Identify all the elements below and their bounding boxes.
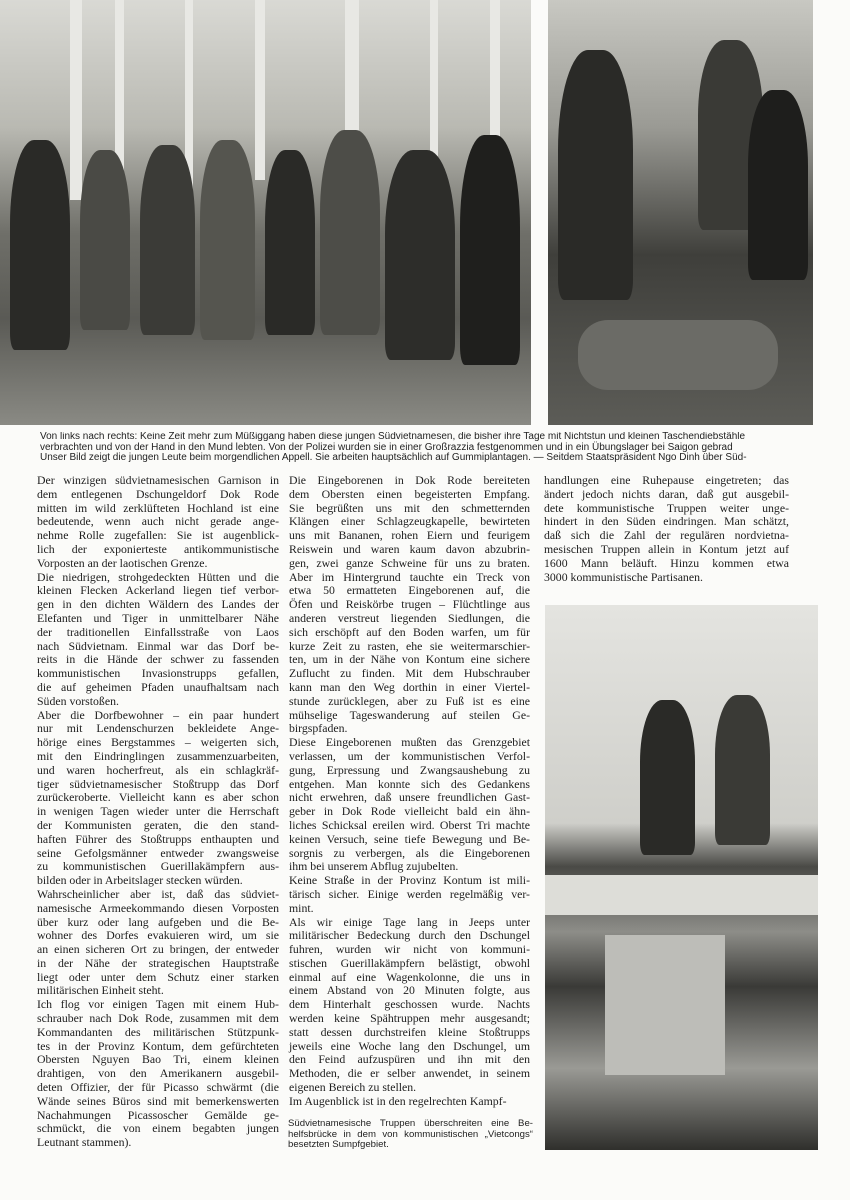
text-line: schmückt, die von einem begabten jungen [37,1121,279,1136]
text-line: Wände seines Büros sind mit bemerkenswerten [37,1093,279,1108]
text-line: kommunistischen Invasionstrupps gefallen, [37,666,279,681]
article-paragraph [37,709,279,888]
photo-caption-bridge [288,1119,533,1151]
text-line: Nachahmungen Picassoscher Gemälde ge- [37,1107,279,1122]
text-line: mit den Eindringlingen zusammenzuarbeiten, [37,748,279,763]
article-paragraph [289,736,530,874]
text-line: schrauber nach Dok Rode, zusammen mit dem [37,1011,279,1026]
text-line: tärisch sicher. Einige werden regelmäßig ver- [289,886,530,901]
text-line: ändert jedoch nichts daran, daß gut ausgebil- [544,486,789,501]
text-line: lich der exponierteste antikommunistische [37,541,279,556]
article-paragraph [37,888,279,998]
text-line: Vorposten an der laotischen Grenze. [37,555,208,570]
text-line: der Kommunisten geraten, die den stand- [37,817,279,832]
text-line: verlassen, um der kommunistischen Verfol- [289,748,530,763]
text-line: deten Offizier, der für Picasso schwärmt (die [37,1080,279,1095]
text-line: nehme Rolle zugefallen: Sie ist augenblick- [37,528,279,543]
text-line: mühselige Tageswanderung auf steilen Ge- [289,707,530,722]
article-paragraph [37,474,279,571]
text-line: zurückeroberte. Vielleicht kann es aber schon [37,790,279,805]
text-line: über kurz oder lang aufgeben und die Be- [37,914,279,929]
text-line: reits in die Hände der schwer zu fassenden [37,652,279,667]
text-line: geber in Dok Rode vielleicht bald ein ähn- [289,804,530,819]
article-paragraph [289,474,530,736]
text-line: einmal auf eine Wagenkolonne, die uns in [289,969,530,984]
text-line: Aber die Dorfbewohner – ein paar hundert [37,707,279,722]
article-column-2 [289,474,530,1109]
text-line: ihm bei unserem Abflug zujubelten. [289,859,459,874]
text-line: und waren hocherfreut, als ein schlagkräf- [37,762,279,777]
text-line: gen, zwei ganze Schweine für uns zu braten. [289,555,530,570]
text-line: nicht erwehren, daß unsere freundlichen Gast- [289,790,530,805]
text-line: der traditionellen Einfallsstraße von Laos [37,624,279,639]
text-line: wohner des Dorfes evakuieren wird, um sie [37,928,279,943]
text-line: Wahrscheinlicher aber ist, daß das südviet- [37,886,279,901]
article-column-3 [544,474,789,584]
text-line: Elefanten und Tiger in unmittelbarer Nähe [37,610,279,625]
caption-line: Unser Bild zeigt die jungen Leute beim morgendlichen Appell. Sie arbeiten hauptsächlich auf Gummiplantagen. — Seitdem Staatspräsident Ngo Dinh über Süd- [40,452,747,463]
text-line: Reiswein und waren kaum davon abzubrin- [289,541,530,556]
text-line: nach Südvietnam. Einmal war das Dorf be- [37,638,279,653]
text-line: eigenen Bereich zu stellen. [289,1080,417,1095]
text-line: kann man den Weg dorthin in einer Viertel- [289,679,530,694]
text-line: drahtigen, von den Amerikanern ausgebil- [37,1066,279,1081]
article-column-1 [37,474,279,1150]
text-line: Aber im Hintergrund tauchte ein Treck von [289,569,530,584]
text-line: namesische Armeekommando diesen Vorposten [37,900,279,915]
text-line: dete kommunistische Truppen weiter unge- [544,500,789,515]
text-line: tes in der Provinz Kontum, dem gefürchteten [37,1038,279,1053]
text-line: haften Führer des Stoßtrupps enthaupten und [37,831,279,846]
caption-line: Von links nach rechts: Keine Zeit mehr zum Müßiggang haben diese jungen Südvietnamesen, die bisher ihre Tage mit Nichtstun und kleinen Taschendiebstähle [40,432,746,442]
photo-recruits-roll-call [0,0,531,425]
text-line: liegt oder unter dem Schutz einer starken [37,969,279,984]
text-line: dem entlegenen Dschungeldorf Dok Rode [37,486,279,501]
text-line: Kommandanten des militärischen Stützpunk- [37,1024,279,1039]
text-line: gen in den dichten Wäldern des Landes der [37,597,279,612]
photo-soldiers-with-body [548,0,813,425]
text-line: Sie begrüßten uns mit den schmetternden [289,500,530,515]
text-line: Der winzigen südvietnamesischen Garnison in [37,473,279,487]
text-line: in wenigen Tagen wieder unter die Herrschaft [37,804,279,819]
text-line: Klängen einer Schlagzeugkapelle, bewirteten [289,514,530,529]
text-line: Diese Eingeborenen mußten das Grenzgebiet [289,735,530,750]
text-line: daß sich die Zahl der regulären nordvietna- [544,528,789,543]
text-line: dem Hinterhalt geschossen wurde. Nachts [289,997,530,1012]
text-line: nur mit Lendenschurzen bekleidete Ange- [37,721,279,736]
text-line: Im Augenblick ist in den regelrechten Kampf- [289,1093,507,1108]
text-line: seine Gefolgsmänner entweder zwangsweise [37,845,279,860]
text-line: Keine Straße in der Provinz Kontum ist mili- [289,873,530,888]
text-line: kleinen Flecken Ackerland liegen tief verbor- [37,583,279,598]
text-line: hörige eines Bergstammes – weigerten sich, [37,735,279,750]
text-line: keinen Versuch, seine tiefe Bewegung und Be- [289,831,530,846]
text-line: anderen verstreut liegenden Siedlungen, die [289,610,530,625]
photo-troops-crossing-bridge [545,605,818,1150]
caption-line: helfsbrücke in dem von kommunistischen „Vietcongs“ [288,1128,533,1140]
text-line: sich erschöpft auf den Boden warfen, um für [289,624,530,639]
text-line: Leutnant stammen). [37,1135,132,1150]
text-line: Zuflucht zu finden. Mit dem Hubschrauber [289,666,530,681]
article-paragraph [289,916,530,1095]
text-line: einem Abstand von 20 Minuten folgte, aus [289,983,530,998]
text-line: mesischen Truppen allein in Kontum jetzt auf [544,541,789,556]
text-line: Süden vorstoßen. [37,693,119,708]
text-line: jeweils eine Woche lang den Dschungel, um [289,1038,530,1053]
photo-caption-top [40,432,792,464]
text-line: birgspfaden. [289,721,348,736]
text-line: militärischen Einheit steht. [37,983,164,998]
text-line: Die niedrigen, strohgedeckten Hütten und die [37,569,279,584]
text-line: entgehen. Man konnte sich des Gedankens [289,776,530,791]
text-line: an einen sicheren Ort zu bringen, der entweder [37,942,279,957]
text-line: gung, Erpressung und Zwangsaushebung zu [289,762,530,777]
text-line: handlungen eine Ruhepause eingetreten; das [544,473,789,487]
article-paragraph [37,571,279,709]
text-line: zu kommunistischen Guerillakämpfern aus- [37,859,279,874]
text-line: mint. [289,900,314,915]
text-line: tiger südvietnamesischer Stoßtrupp das Dorf [37,776,279,791]
text-line: militärischer Bedeckung durch den Dschungel [289,928,530,943]
text-line: uns mit Bananen, rohen Eiern und feurigem [289,528,530,543]
caption-line: verbrachten und von der Hand in den Mund lebten. Von der Polizei wurden sie in einer Großrazzia festgenommen und in ein Übungslager bei Saigon gebrad [40,441,733,453]
text-line: stischen Guerillakämpfern belästigt, obwohl [289,955,530,970]
text-line: statt dessen durchstreifen kleine Stoßtrupps [289,1024,530,1039]
text-line: die auf geheimen Pfaden unaufhaltsam nach [37,679,279,694]
text-line: 1600 Mann beläuft. Hinzu kommen etwa [544,555,789,570]
text-line: Methoden, die er selber anwendet, in seinem [289,1066,530,1081]
text-line: werden keine Spähtruppen mehr ausgesandt; [289,1011,530,1026]
text-line: sorgnis zu verbergen, als die Eingeborenen [289,845,530,860]
caption-line: besetzten Sumpfgebiet. [288,1139,389,1150]
text-line: etwa 50 ermatteten Eingeborenen auf, die [289,583,530,598]
text-line: kurze Zeit zu rasten, ehe sie weitermarschier- [289,638,530,653]
text-line: mitten im wild zerklüfteten Hochland ist eine [37,500,279,515]
article-paragraph [37,998,279,1150]
text-line: Ich flog vor einigen Tagen mit einem Hub- [37,997,279,1012]
text-line: ten, um in der Nähe von Kontum eine sichere [289,652,530,667]
text-line: hindert in den Süden eindringen. Man schätzt, [544,514,789,529]
caption-line: Südvietnamesische Truppen überschreiten eine Be- [288,1118,533,1129]
text-line: Als wir einige Tage lang in Jeeps unter [289,914,530,929]
text-line: bilden oder in Arbeitslager stecken würden. [37,873,243,888]
text-line: Obersten Nguyen Bao Tri, einem kleinen [37,1052,279,1067]
text-line: 3000 kommunistische Partisanen. [544,569,703,584]
text-line: den Feind aufzuspüren und ihn mit den [289,1052,530,1067]
text-line: dem Obersten einen begeisterten Empfang. [289,486,530,501]
text-line: bedeutende, wenn auch nicht gerade ange- [37,514,279,529]
article-paragraph [289,874,530,915]
text-line: liches Schicksal ereilen wird. Oberst Tri machte [289,817,530,832]
text-line: Die Eingeborenen in Dok Rode bereiteten [289,473,530,487]
text-line: in der Nähe der strategischen Hauptstraße [37,955,279,970]
article-paragraph [289,1095,530,1109]
text-line: stunde zurücklegen, aber zu Fuß ist es eine [289,693,530,708]
text-line: Öfen und Reiskörbe trugen – Flüchtlinge aus [289,597,530,612]
article-paragraph [544,474,789,584]
text-line: fuhren, wurden wir nicht von kommuni- [289,942,530,957]
